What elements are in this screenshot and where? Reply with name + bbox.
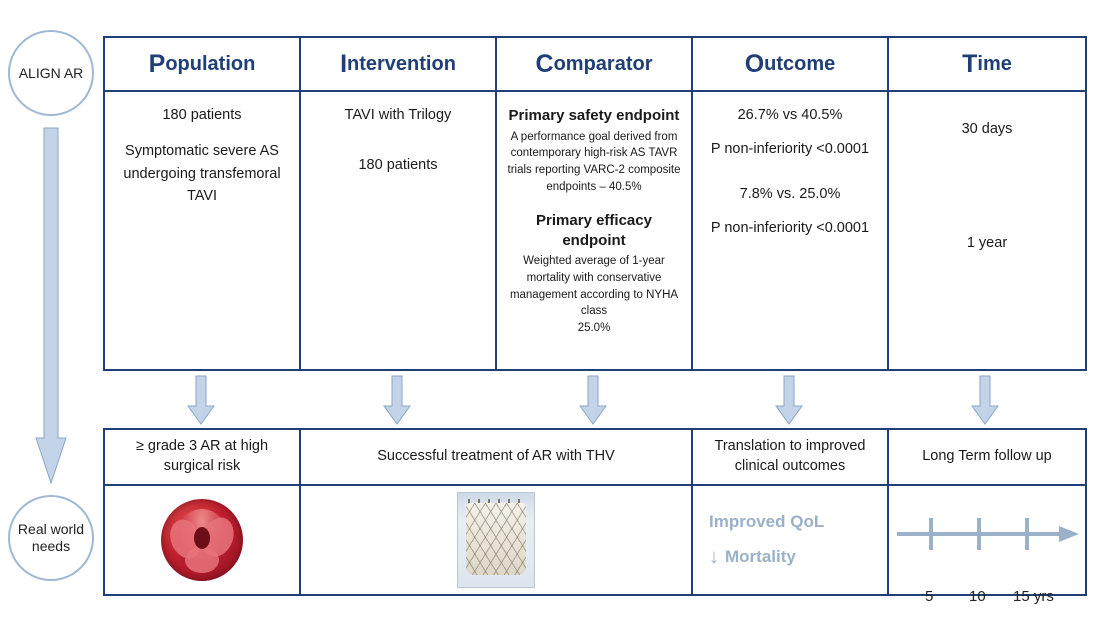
time-body — [889, 92, 1085, 369]
bottom-header-population: ≥ grade 3 AR at high surgical risk — [105, 430, 299, 486]
real-world-needs-text: Real world needs — [17, 521, 85, 554]
down-arrow-outcome-icon — [776, 376, 802, 424]
comparator-body — [497, 92, 691, 369]
timeline-axis-icon — [889, 486, 1085, 592]
header-outcome-rest: utcome — [764, 52, 836, 75]
bottom-column-intervention — [301, 430, 693, 594]
down-arrow-icon: ↓ — [709, 545, 719, 568]
population-count: 180 patients — [162, 107, 242, 123]
down-arrow-comparator-icon — [580, 376, 606, 424]
bottom-header-time: Long Term follow up — [889, 430, 1085, 486]
align-ar-label — [8, 30, 94, 116]
align-ar-text: ALIGN AR — [18, 64, 84, 81]
outcome-safety-result: 26.7% vs 40.5% — [737, 107, 843, 123]
primary-efficacy-endpoint-value: 25.0% — [577, 321, 611, 334]
bottom-column-outcome — [693, 430, 889, 594]
mortality-label: Mortality — [725, 547, 796, 566]
real-world-needs-table — [103, 428, 1087, 605]
improved-qol-text — [709, 512, 887, 532]
long-down-arrow-icon — [36, 128, 66, 483]
intervention-count: 180 patients — [358, 157, 438, 174]
header-comparator-rest: omparator — [553, 52, 653, 75]
intervention-device: TAVI with Trilogy — [344, 107, 452, 123]
artery-illustration-cell — [105, 486, 299, 594]
intervention-body — [301, 92, 495, 369]
header-comparator-initial: C — [535, 49, 554, 78]
time-late: 1 year — [966, 235, 1008, 252]
qol-mortality-cell — [693, 486, 887, 594]
header-population-initial: P — [148, 49, 166, 78]
primary-safety-endpoint-title: Primary safety endpoint — [508, 107, 680, 124]
timeline-tick-5: 5 — [925, 588, 934, 605]
down-arrow-intervention-icon — [384, 376, 410, 424]
improved-qol-label: Improved QoL — [709, 511, 825, 531]
outcome-safety-pvalue: P non-inferiority <0.0001 — [710, 141, 870, 158]
bottom-header-intervention: Successful treatment of AR with THV — [301, 430, 691, 486]
timeline-cell — [889, 486, 1085, 605]
bottom-header-outcome: Translation to improved clinical outcomes — [693, 430, 887, 486]
aortic-valve-icon — [161, 499, 243, 581]
population-description: Symptomatic severe AS undergoing transfemoral TAVI — [123, 143, 281, 205]
bottom-column-population — [105, 430, 301, 594]
header-time-rest: ime — [977, 52, 1012, 75]
time-early: 30 days — [961, 121, 1013, 137]
timeline-tick-15: 15 yrs — [1013, 588, 1054, 605]
header-intervention — [301, 38, 495, 92]
header-outcome-initial: O — [744, 49, 765, 78]
column-time — [889, 38, 1085, 369]
transcatheter-heart-valve-icon — [457, 492, 535, 588]
outcome-efficacy-pvalue: P non-inferiority <0.0001 — [710, 220, 870, 237]
outcome-efficacy-result: 7.8% vs. 25.0% — [739, 185, 841, 202]
header-time-initial: T — [962, 49, 978, 78]
primary-safety-endpoint-text: A performance goal derived from contemporary high-risk AS TAVR trials reporting VARC-2 composite endpoints – 40.5% — [507, 130, 681, 193]
column-intervention — [301, 38, 497, 369]
bottom-column-time — [889, 430, 1085, 605]
column-comparator — [497, 38, 693, 369]
column-population — [105, 38, 301, 369]
primary-efficacy-endpoint-text: Weighted average of 1-year mortality with conservative management according to NYHA class — [509, 255, 679, 318]
follow-up-timeline — [889, 486, 1085, 605]
header-comparator — [497, 38, 691, 92]
primary-efficacy-endpoint-title: Primary efficacy endpoint — [536, 212, 652, 249]
population-body — [105, 92, 299, 369]
real-world-needs-label — [8, 495, 94, 581]
timeline-tick-10: 10 — [969, 588, 986, 605]
header-population — [105, 38, 299, 92]
header-intervention-rest: ntervention — [347, 52, 456, 75]
header-intervention-initial: I — [340, 49, 348, 78]
outcome-body — [693, 92, 887, 369]
picot-table — [103, 36, 1087, 371]
header-time — [889, 38, 1085, 92]
mortality-text — [709, 546, 887, 569]
column-outcome — [693, 38, 889, 369]
header-outcome — [693, 38, 887, 92]
valve-illustration-cell — [301, 486, 691, 594]
down-arrow-population-icon — [188, 376, 214, 424]
down-arrow-time-icon — [972, 376, 998, 424]
header-population-rest: opulation — [165, 52, 256, 75]
